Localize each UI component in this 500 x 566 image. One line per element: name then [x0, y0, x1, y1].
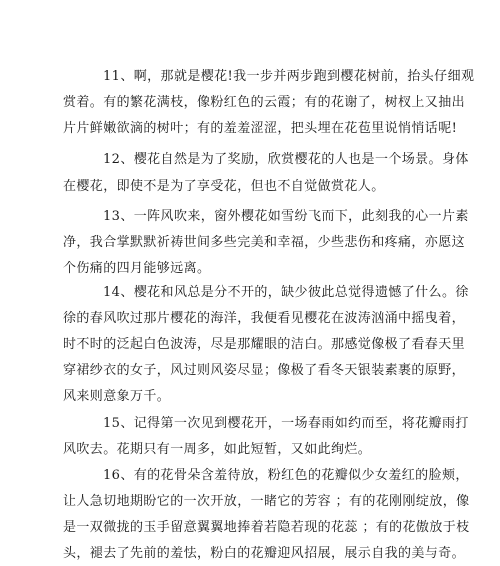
paragraph-11-line-1: 11、啊，那就是樱花!我一步并两步跑到樱花树前，抬头仔细观 — [103, 69, 475, 84]
paragraph-13-line-1: 13、一阵风吹来，窗外樱花如雪纷飞而下，此刻我的心一片素 — [103, 209, 469, 224]
paragraph-15-line-2: 风吹去。花期只有一周多，如此短暂，又如此绚烂。 — [63, 442, 372, 457]
paragraph-14-line-3: 时不时的泛起白色波涛，尽是那耀眼的洁白。那感觉像极了看春天里 — [63, 337, 466, 352]
paragraph-13-line-2: 净，我合掌默默祈祷世间多些完美和幸福，少些悲伤和疼痛，亦愿这 — [63, 235, 466, 250]
paragraph-14-line-2: 徐的春风吹过那片樱花的海洋，我便看见樱花在波涛汹涌中摇曳着， — [63, 311, 466, 326]
paragraph-16-line-4: 头，褪去了先前的羞怯，粉白的花瓣迎风招展，展示自我的美与奇。 — [63, 546, 466, 561]
paragraph-16-line-3: 是一双微拢的玉手留意翼翼地捧着若隐若现的花蕊 ；有的花傲放于枝 — [63, 520, 470, 535]
paragraph-13-line-3: 个伤痛的四月能够远离。 — [63, 261, 211, 276]
paragraph-16-line-1: 16、有的花骨朵含羞待放，粉红色的花瓣似少女羞红的脸颊， — [103, 468, 469, 483]
paragraph-11-line-2: 赏着。有的繁花满枝，像粉红色的云霞；有的花谢了，树杈上又抽出 — [63, 95, 466, 110]
paragraph-12-line-2: 在樱花，即使不是为了享受花，但也不自觉做赏花人。 — [63, 179, 385, 194]
paragraph-16-line-2: 让人急切地期盼它的一次开放，一睹它的芳容 ；有的花刚刚绽放，像 — [63, 494, 470, 509]
paragraph-14-line-4: 穿裙纱衣的女子，风过则风姿尽显；像极了看冬天银装素裹的原野， — [63, 363, 466, 378]
paragraph-11-line-3: 片片鲜嫩欲滴的树叶；有的羞羞涩涩，把头埋在花苞里说悄悄话呢! — [63, 121, 458, 136]
paragraph-15-line-1: 15、记得第一次见到樱花开，一场春雨如约而至，将花瓣雨打 — [103, 416, 469, 431]
paragraph-14-line-5: 风来则意象万千。 — [63, 389, 171, 404]
paragraph-14-line-1: 14、樱花和风总是分不开的，缺少彼此总觉得遗憾了什么。徐 — [103, 285, 469, 300]
paragraph-12-line-1: 12、樱花自然是为了奖励，欣赏樱花的人也是一个场景。身体 — [103, 152, 469, 167]
